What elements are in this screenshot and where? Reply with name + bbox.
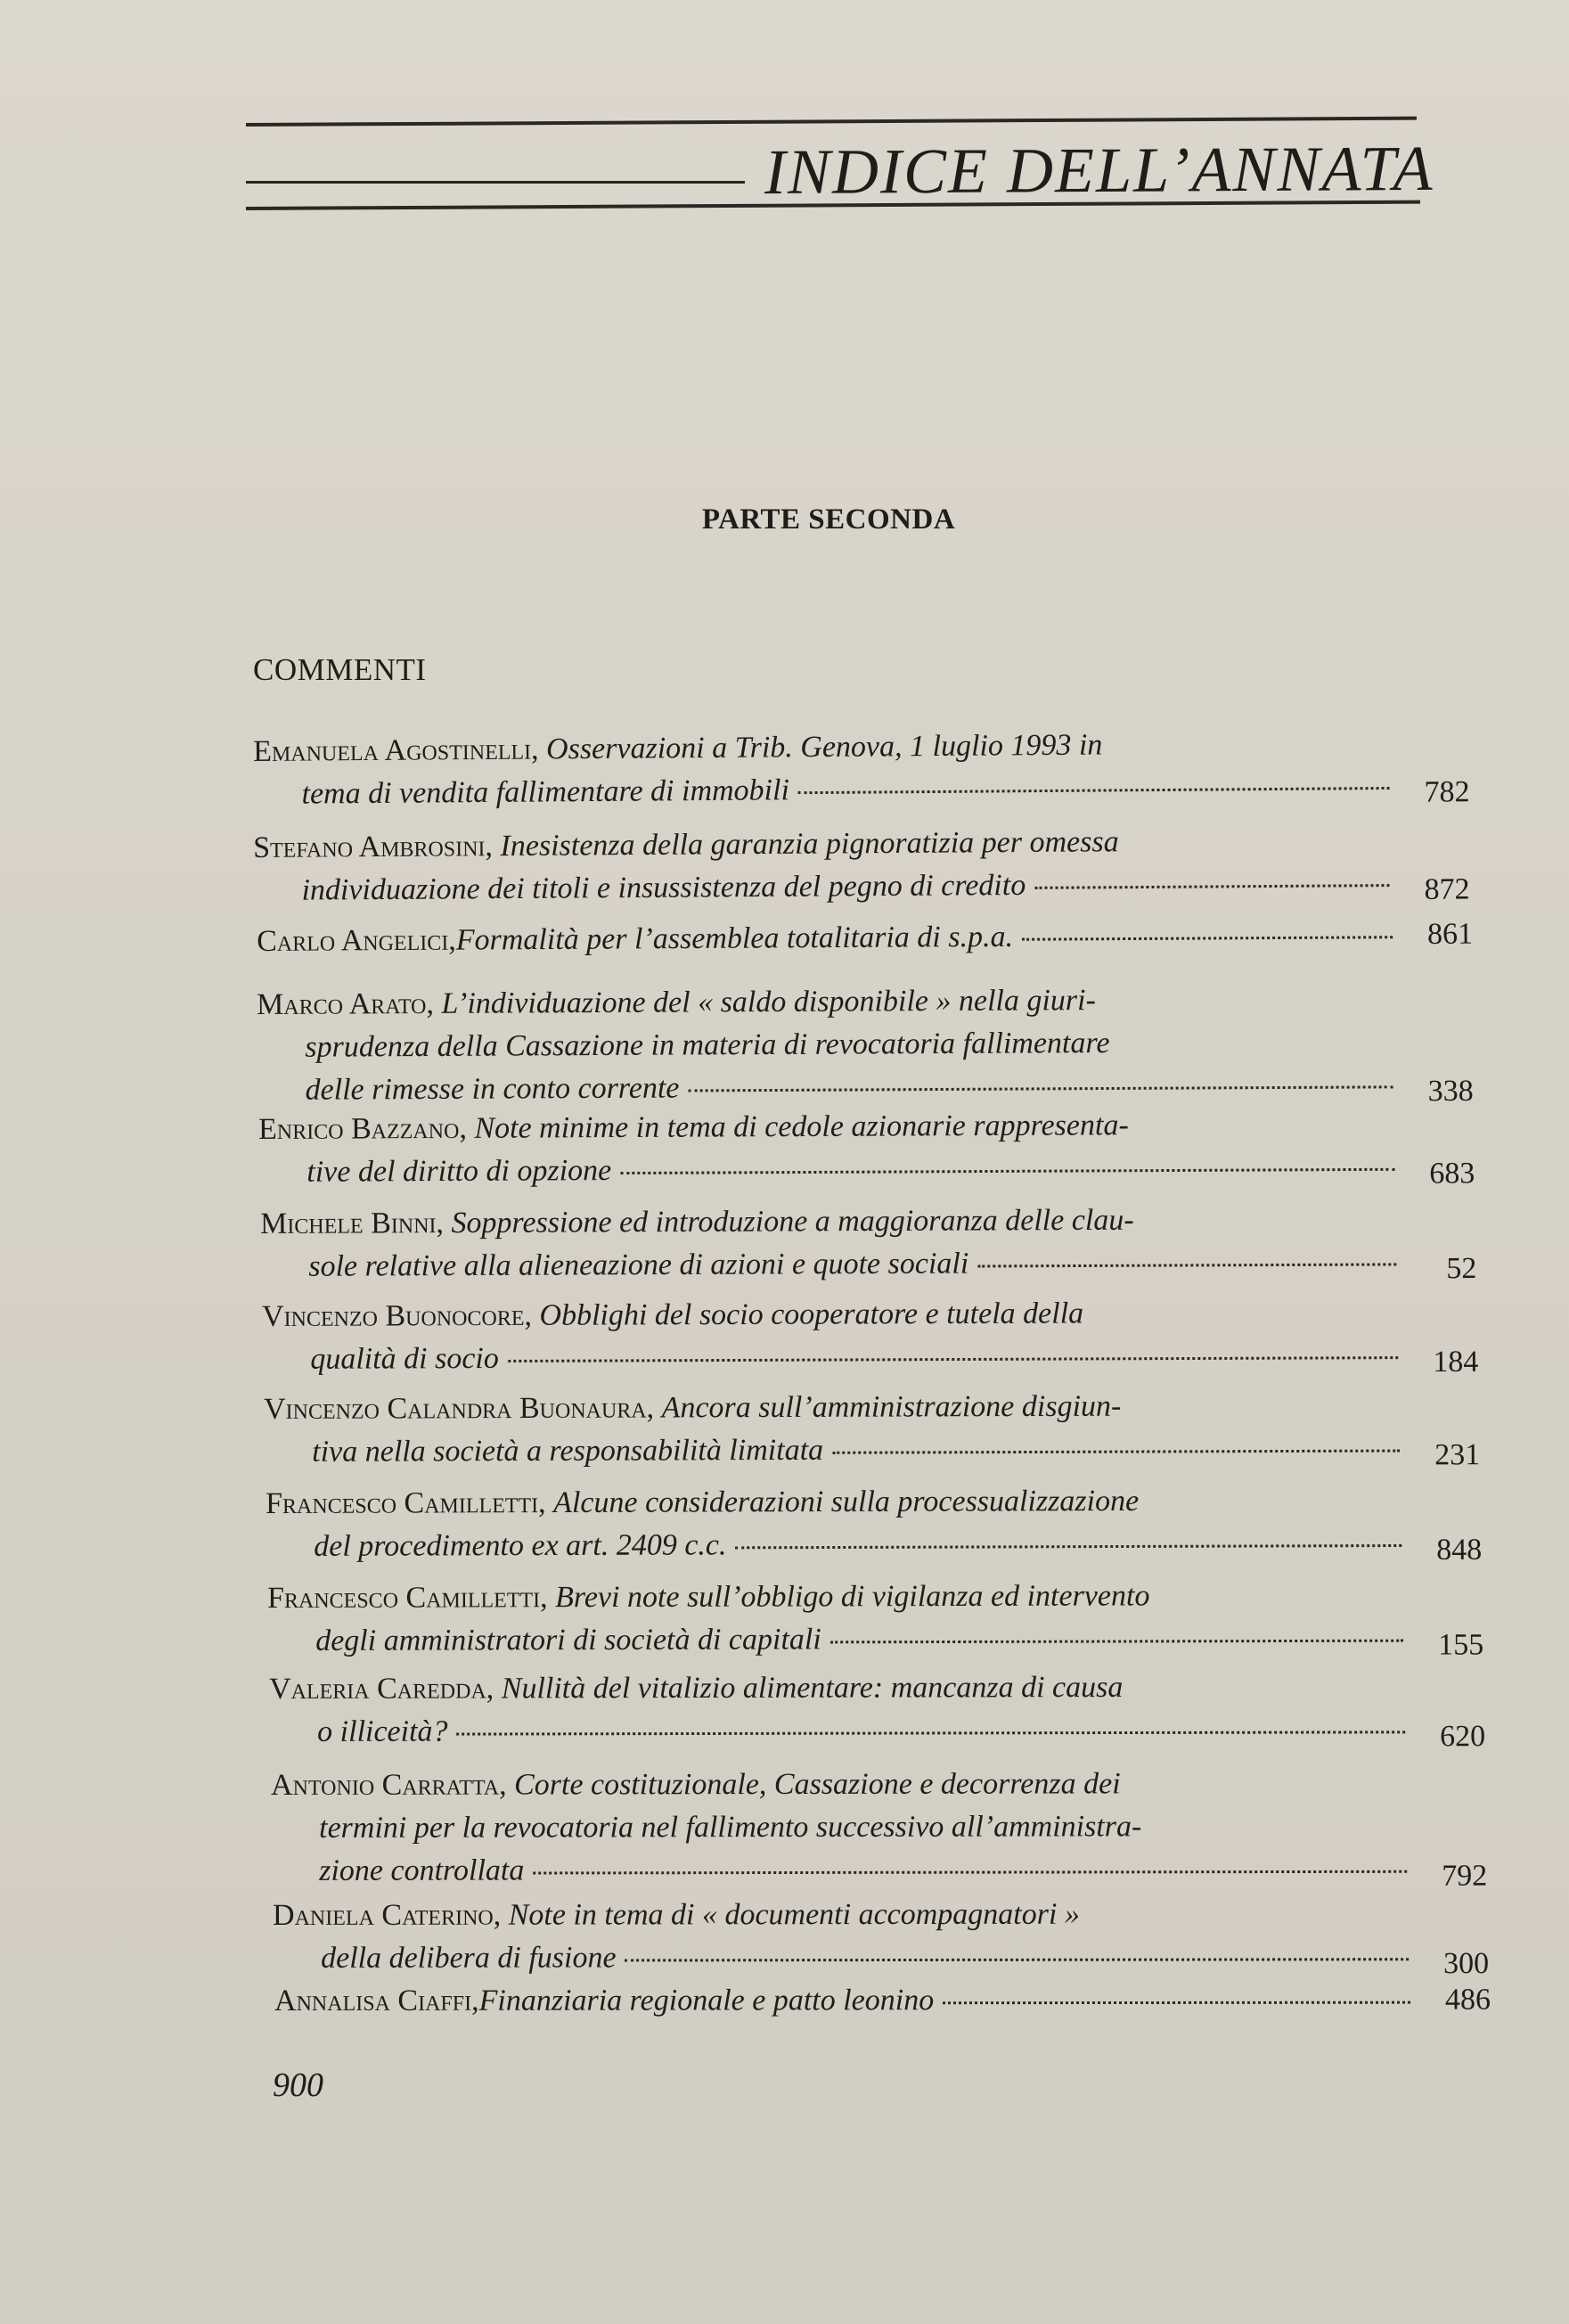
index-entry bbox=[274, 1979, 1491, 2023]
dot-leader bbox=[798, 787, 1390, 794]
entry-separator: , bbox=[538, 1485, 554, 1520]
index-entry bbox=[257, 978, 1474, 1112]
entry-separator: , bbox=[471, 1984, 479, 2017]
entry-line bbox=[260, 1240, 1476, 1289]
entry-line bbox=[273, 1935, 1489, 1980]
entry-separator: , bbox=[485, 830, 501, 863]
entry-title-line: Finanziaria regionale e patto leonino bbox=[478, 1984, 935, 2017]
entry-line bbox=[273, 1893, 1489, 1937]
entry-title-line: qualità di socio bbox=[310, 1341, 499, 1376]
entry-title-line: Osservazioni a Trib. Genova, 1 luglio 1993 in bbox=[545, 728, 1103, 766]
entry-line bbox=[257, 1020, 1473, 1069]
entry-title-line: del procedimento ex art. 2409 c.c. bbox=[314, 1528, 727, 1563]
entry-page-number: 861 bbox=[1427, 917, 1474, 951]
entry-line bbox=[260, 1198, 1476, 1246]
entry-title-line: individuazione dei titoli e insussistenza del pegno di credito bbox=[301, 868, 1026, 907]
index-entry bbox=[253, 721, 1470, 816]
entry-title-line: Inesistenza della garanzia pignoratizia per omessa bbox=[500, 825, 1119, 863]
entry-author: Antonio Carratta bbox=[271, 1768, 500, 1802]
entry-author: Francesco Camilletti bbox=[267, 1581, 541, 1615]
entry-author: Stefano Ambrosini bbox=[253, 830, 486, 864]
entry-title-line: Ancora sull’amministrazione disgiun- bbox=[661, 1389, 1122, 1425]
entry-title-line: termini per la revocatoria nel fallimento successivo all’amministra- bbox=[319, 1810, 1142, 1845]
section-title: COMMENTI bbox=[253, 652, 427, 687]
dot-leader bbox=[620, 1168, 1394, 1174]
entry-author: Michele Binni bbox=[260, 1207, 437, 1240]
part-title: PARTE SECONDA bbox=[701, 503, 956, 536]
index-entry bbox=[258, 1102, 1475, 1194]
index-entry bbox=[262, 1291, 1478, 1381]
entry-line bbox=[271, 1848, 1487, 1893]
entry-title-line: tive del diritto di opzione bbox=[306, 1154, 612, 1189]
index-entry bbox=[266, 1479, 1482, 1568]
entry-separator: , bbox=[646, 1391, 662, 1425]
entry-separator: , bbox=[540, 1581, 556, 1615]
entry-author: Francesco Camilletti bbox=[266, 1486, 539, 1520]
entry-page-number: 782 bbox=[1424, 775, 1470, 809]
entry-line bbox=[262, 1291, 1478, 1338]
entry-title-line: degli amministratori di società di capitali bbox=[315, 1623, 821, 1657]
entry-page-number: 486 bbox=[1445, 1983, 1491, 2017]
entry-title-line: Nullità del vitalizio alimentare: mancanza di causa bbox=[501, 1670, 1124, 1706]
entry-page-number: 155 bbox=[1438, 1628, 1484, 1662]
dot-leader bbox=[943, 2001, 1410, 2005]
dot-leader bbox=[830, 1640, 1403, 1644]
entry-separator: , bbox=[524, 1298, 540, 1332]
entry-line bbox=[253, 764, 1469, 816]
entry-line bbox=[267, 1616, 1483, 1663]
dot-leader bbox=[977, 1263, 1396, 1267]
entry-title-line: Soppressione ed introduzione a maggioranza delle clau- bbox=[451, 1203, 1134, 1240]
page-number: 900 bbox=[273, 2066, 323, 2104]
entry-title-line: Note minime in tema di cedole azionarie rappresenta- bbox=[474, 1109, 1129, 1145]
entry-line bbox=[258, 1102, 1475, 1151]
entry-author: Carlo Angelici bbox=[257, 923, 449, 958]
index-entry bbox=[253, 818, 1470, 912]
entry-author: Annalisa Ciaffi bbox=[274, 1984, 472, 2017]
entry-author: Vincenzo Calandra Buonaura bbox=[264, 1391, 647, 1426]
entry-title-line: sole relative alla alieneazione di azioni e quote sociali bbox=[308, 1247, 969, 1283]
entry-title-line: Note in tema di « documenti accompagnatori » bbox=[508, 1897, 1080, 1932]
entry-separator: , bbox=[499, 1768, 515, 1802]
entry-separator: , bbox=[493, 1898, 509, 1932]
dot-leader bbox=[832, 1450, 1400, 1454]
entry-line bbox=[266, 1479, 1482, 1526]
entry-page-number: 792 bbox=[1442, 1859, 1488, 1893]
entry-page-number: 338 bbox=[1427, 1074, 1474, 1109]
index-entry bbox=[264, 1384, 1480, 1474]
entry-line bbox=[266, 1522, 1482, 1568]
entry-author: Vincenzo Buonocore bbox=[262, 1298, 525, 1333]
entry-title-line: L’individuazione del « saldo disponibile » nella giuri- bbox=[441, 984, 1096, 1020]
entry-title-line: della delibera di fusione bbox=[321, 1941, 617, 1975]
entry-line bbox=[262, 1334, 1478, 1381]
entry-title-line: Brevi note sull’obbligo di vigilanza ed intervento bbox=[555, 1579, 1150, 1615]
dot-leader bbox=[1034, 884, 1389, 889]
entry-page-number: 184 bbox=[1433, 1345, 1479, 1379]
index-entry bbox=[267, 1574, 1483, 1663]
entry-page-number: 231 bbox=[1434, 1438, 1481, 1472]
dot-leader bbox=[688, 1085, 1393, 1092]
index-entry bbox=[260, 1198, 1476, 1289]
dot-leader bbox=[736, 1544, 1402, 1549]
dot-leader bbox=[625, 1958, 1410, 1961]
entry-title-line: sprudenza della Cassazione in materia di revocatoria fallimentare bbox=[305, 1026, 1110, 1064]
entry-line bbox=[271, 1805, 1487, 1850]
entry-line bbox=[257, 913, 1473, 963]
index-entry bbox=[257, 913, 1473, 963]
entry-author: Valeria Caredda bbox=[269, 1672, 486, 1706]
entry-line bbox=[267, 1574, 1483, 1620]
entry-title-line: Alcune considerazioni sulla processualizzazione bbox=[553, 1484, 1140, 1519]
entry-title-line: o illiceità? bbox=[317, 1714, 448, 1748]
entry-author: Enrico Bazzano bbox=[258, 1111, 460, 1146]
entry-page-number: 872 bbox=[1424, 872, 1470, 906]
entry-page-number: 52 bbox=[1446, 1252, 1477, 1286]
running-title: INDICE DELL’ANNATA bbox=[764, 132, 1434, 209]
entry-line bbox=[258, 1145, 1475, 1194]
entry-line bbox=[253, 861, 1469, 912]
entry-separator: , bbox=[459, 1111, 475, 1145]
dot-leader bbox=[1022, 936, 1393, 941]
entry-author: Marco Arato bbox=[257, 987, 427, 1021]
entry-line bbox=[264, 1384, 1480, 1431]
entry-author: Emanuela Agostinelli bbox=[253, 732, 532, 768]
entry-line bbox=[274, 1979, 1491, 2023]
entry-separator: , bbox=[436, 1207, 452, 1240]
index-entry bbox=[269, 1665, 1485, 1754]
entry-title-line: Obblighi del socio cooperatore e tutela della bbox=[539, 1297, 1084, 1332]
entry-line bbox=[269, 1708, 1485, 1754]
entry-line bbox=[257, 978, 1473, 1027]
dot-leader bbox=[533, 1870, 1407, 1875]
entry-separator: , bbox=[448, 923, 456, 957]
entry-title-line: tema di vendita fallimentare di immobili bbox=[301, 773, 790, 811]
entry-separator: , bbox=[486, 1672, 502, 1706]
entry-title-line: Formalità per l’assemblea totalitaria di s.p.a. bbox=[455, 920, 1014, 957]
dot-leader bbox=[508, 1356, 1398, 1362]
entry-title-line: zione controllata bbox=[319, 1853, 525, 1887]
entry-page-number: 620 bbox=[1440, 1720, 1486, 1754]
entry-author: Daniela Caterino bbox=[273, 1898, 494, 1932]
entry-separator: , bbox=[426, 986, 442, 1021]
entry-line bbox=[271, 1763, 1487, 1807]
entry-line bbox=[269, 1665, 1485, 1711]
dot-leader bbox=[457, 1731, 1406, 1735]
entry-page-number: 683 bbox=[1429, 1157, 1475, 1191]
entry-separator: , bbox=[530, 732, 547, 766]
index-entry bbox=[271, 1763, 1487, 1893]
entry-title-line: tiva nella società a responsabilità limitata bbox=[312, 1433, 824, 1469]
entry-line bbox=[264, 1427, 1480, 1474]
index-entry bbox=[273, 1893, 1489, 1980]
entry-page-number: 300 bbox=[1443, 1947, 1490, 1981]
entry-title-line: Corte costituzionale, Cassazione e decorrenza dei bbox=[514, 1767, 1121, 1802]
entry-page-number: 848 bbox=[1436, 1533, 1483, 1567]
entry-title-line: delle rimesse in conto corrente bbox=[305, 1071, 680, 1107]
